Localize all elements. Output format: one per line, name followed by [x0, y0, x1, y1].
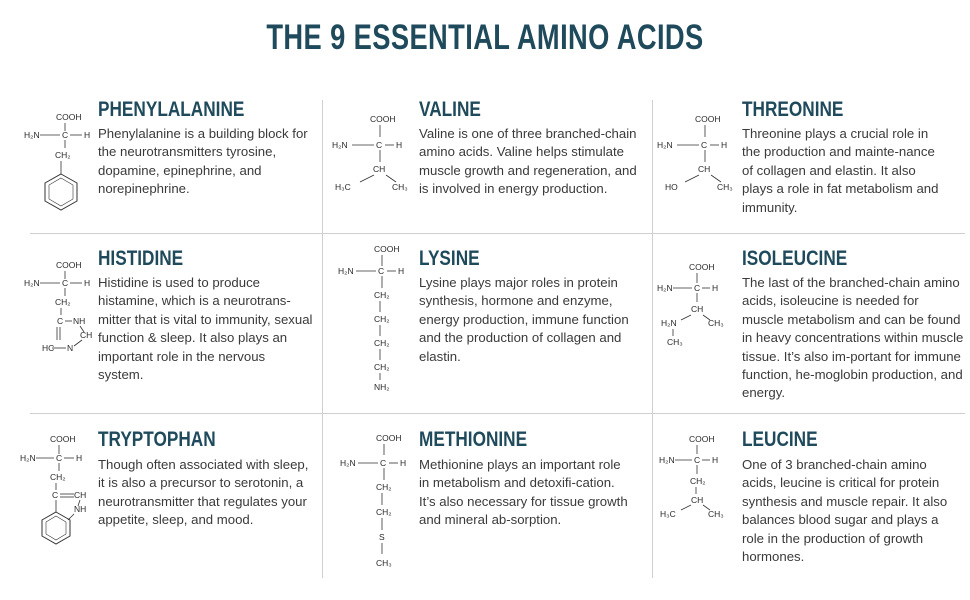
svg-text:CH₂: CH₂	[55, 150, 71, 160]
svg-text:H: H	[76, 453, 83, 463]
threonine-structure	[655, 112, 745, 197]
svg-text:C: C	[694, 455, 701, 465]
valine-structure	[330, 112, 420, 197]
histidine-structure	[22, 258, 102, 363]
svg-text:CH: CH	[698, 164, 711, 174]
svg-text:C: C	[56, 453, 63, 463]
svg-text:H₂N: H₂N	[340, 458, 356, 468]
svg-text:CH: CH	[80, 330, 93, 340]
svg-text:H₂N: H₂N	[20, 453, 36, 463]
svg-text:HC: HC	[42, 343, 55, 353]
svg-text:COOH: COOH	[376, 433, 402, 443]
svg-text:CH: CH	[691, 304, 704, 314]
svg-text:S: S	[379, 532, 385, 542]
svg-text:C: C	[62, 130, 69, 140]
amino-acid-description: Valine is one of three branched-chain amino acids. Valine helps stimulate muscle growth and regeneration, and is involved in energy production.	[419, 126, 637, 197]
svg-text:COOH: COOH	[695, 114, 721, 124]
svg-text:NH₂: NH₂	[374, 382, 390, 392]
svg-text:COOH: COOH	[689, 434, 715, 444]
svg-text:H₂N: H₂N	[24, 278, 40, 288]
amino-acid-description: Lysine plays major roles in protein synthesis, hormone and enzyme, energy production, immune function and the production of collagen and elastin.	[419, 275, 629, 364]
svg-text:COOH: COOH	[370, 114, 396, 124]
svg-text:CH: CH	[691, 495, 704, 505]
svg-text:CH₂: CH₂	[376, 507, 392, 517]
amino-acid-description: Methionine plays an important role in metabolism and detoxifi-cation. It’s also necessary for tissue growth and mineral ab-sorption.	[419, 457, 628, 528]
svg-text:C: C	[62, 278, 69, 288]
svg-text:COOH: COOH	[50, 434, 76, 444]
svg-text:NH: NH	[73, 316, 86, 326]
amino-acid-name: METHIONINE	[419, 428, 528, 451]
svg-text:H₃C: H₃C	[660, 509, 676, 519]
svg-text:CH₂: CH₂	[374, 314, 390, 324]
amino-acid-name: TRYPTOPHAN	[98, 428, 216, 451]
svg-text:CH₂: CH₂	[690, 476, 706, 486]
svg-text:H₂N: H₂N	[659, 455, 675, 465]
svg-text:CH₂: CH₂	[374, 362, 390, 372]
svg-text:C: C	[378, 266, 385, 276]
svg-text:NH: NH	[74, 504, 87, 514]
amino-acid-name: VALINE	[419, 98, 481, 121]
svg-text:CH₂: CH₂	[374, 338, 390, 348]
amino-acid-name: HISTIDINE	[98, 247, 184, 270]
amino-acid-description: The last of the branched-chain amino acids, isoleucine is needed for muscle metabolism and can be found in heavy concentrations within muscle tissue. It’s also im-portant for immune function, he-moglobin production, and energy.	[742, 275, 964, 401]
amino-acid-description: Phenylalanine is a building block for the neurotransmitters tyrosine, dopamine, epinephrine, and norepinephrine.	[98, 126, 308, 197]
amino-acid-description: Threonine plays a crucial role in the production and mainte-nance of collagen and elastin. It also plays a role in fat metabolism and immunity.	[742, 126, 939, 215]
amino-acid-description: Though often associated with sleep, it is also a precursor to serotonin, a neurotransmitter that regulates your appetite, sleep, and mood.	[98, 457, 309, 528]
lysine-structure	[336, 243, 416, 398]
divider-horizontal-2	[30, 413, 965, 414]
amino-acid-name: LYSINE	[419, 247, 480, 270]
svg-text:CH₃: CH₃	[392, 182, 408, 192]
svg-text:CH₃: CH₃	[708, 318, 724, 328]
methionine-structure	[338, 430, 418, 580]
svg-text:N: N	[67, 343, 74, 353]
tryptophan-structure	[20, 432, 100, 562]
svg-text:CH₂: CH₂	[50, 472, 66, 482]
phenylalanine-structure	[22, 110, 102, 220]
leucine-structure	[655, 432, 740, 527]
svg-text:COOH: COOH	[56, 260, 82, 270]
svg-text:C: C	[694, 283, 701, 293]
svg-text:C: C	[701, 140, 708, 150]
amino-acid-description: One of 3 branched-chain amino acids, leucine is critical for protein synthesis and muscle repair. It also balances blood sugar and plays a role in the production of growth hormones.	[742, 457, 948, 565]
svg-text:CH₂: CH₂	[376, 482, 392, 492]
amino-acid-name: PHENYLALANINE	[98, 98, 245, 121]
divider-vertical-2	[652, 100, 653, 578]
page-title: THE 9 ESSENTIAL AMINO ACIDS	[266, 18, 704, 57]
svg-text:CH₂: CH₂	[55, 297, 71, 307]
svg-text:H₂N: H₂N	[24, 130, 40, 140]
svg-text:CH₃: CH₃	[717, 182, 733, 192]
svg-text:CH₃: CH₃	[667, 337, 683, 347]
svg-text:H₂N: H₂N	[332, 140, 348, 150]
divider-horizontal-1	[30, 233, 965, 234]
svg-text:CH₂: CH₂	[374, 290, 390, 300]
svg-text:CH₃: CH₃	[376, 558, 392, 568]
amino-acid-name: ISOLEUCINE	[742, 247, 848, 270]
svg-text:COOH: COOH	[374, 244, 400, 254]
svg-text:C: C	[52, 490, 59, 500]
svg-text:H: H	[712, 283, 719, 293]
svg-text:COOH: COOH	[56, 112, 82, 122]
svg-text:H: H	[712, 455, 719, 465]
svg-text:COOH: COOH	[689, 262, 715, 272]
svg-text:H₃C: H₃C	[335, 182, 351, 192]
svg-text:H: H	[400, 458, 407, 468]
svg-text:H: H	[398, 266, 405, 276]
svg-text:H₂N: H₂N	[657, 140, 673, 150]
svg-text:H: H	[396, 140, 403, 150]
isoleucine-structure	[655, 260, 740, 355]
svg-text:H₂N: H₂N	[661, 318, 677, 328]
svg-text:C: C	[380, 458, 387, 468]
svg-text:C: C	[376, 140, 383, 150]
amino-acid-name: LEUCINE	[742, 428, 818, 451]
svg-text:HO: HO	[665, 182, 678, 192]
svg-text:H: H	[84, 130, 91, 140]
svg-text:H₂N: H₂N	[338, 266, 354, 276]
svg-text:H: H	[721, 140, 728, 150]
svg-text:H: H	[84, 278, 91, 288]
amino-acid-name: THREONINE	[742, 98, 844, 121]
svg-text:H₂N: H₂N	[657, 283, 673, 293]
svg-text:CH: CH	[373, 164, 386, 174]
svg-text:C: C	[57, 316, 64, 326]
svg-text:CH: CH	[74, 490, 87, 500]
svg-text:CH₃: CH₃	[708, 509, 724, 519]
amino-acid-description: Histidine is used to produce histamine, which is a neurotrans-mitter that is vital to immunity, sexual function & sleep. It also plays an important role in the nervous system.	[98, 275, 313, 383]
